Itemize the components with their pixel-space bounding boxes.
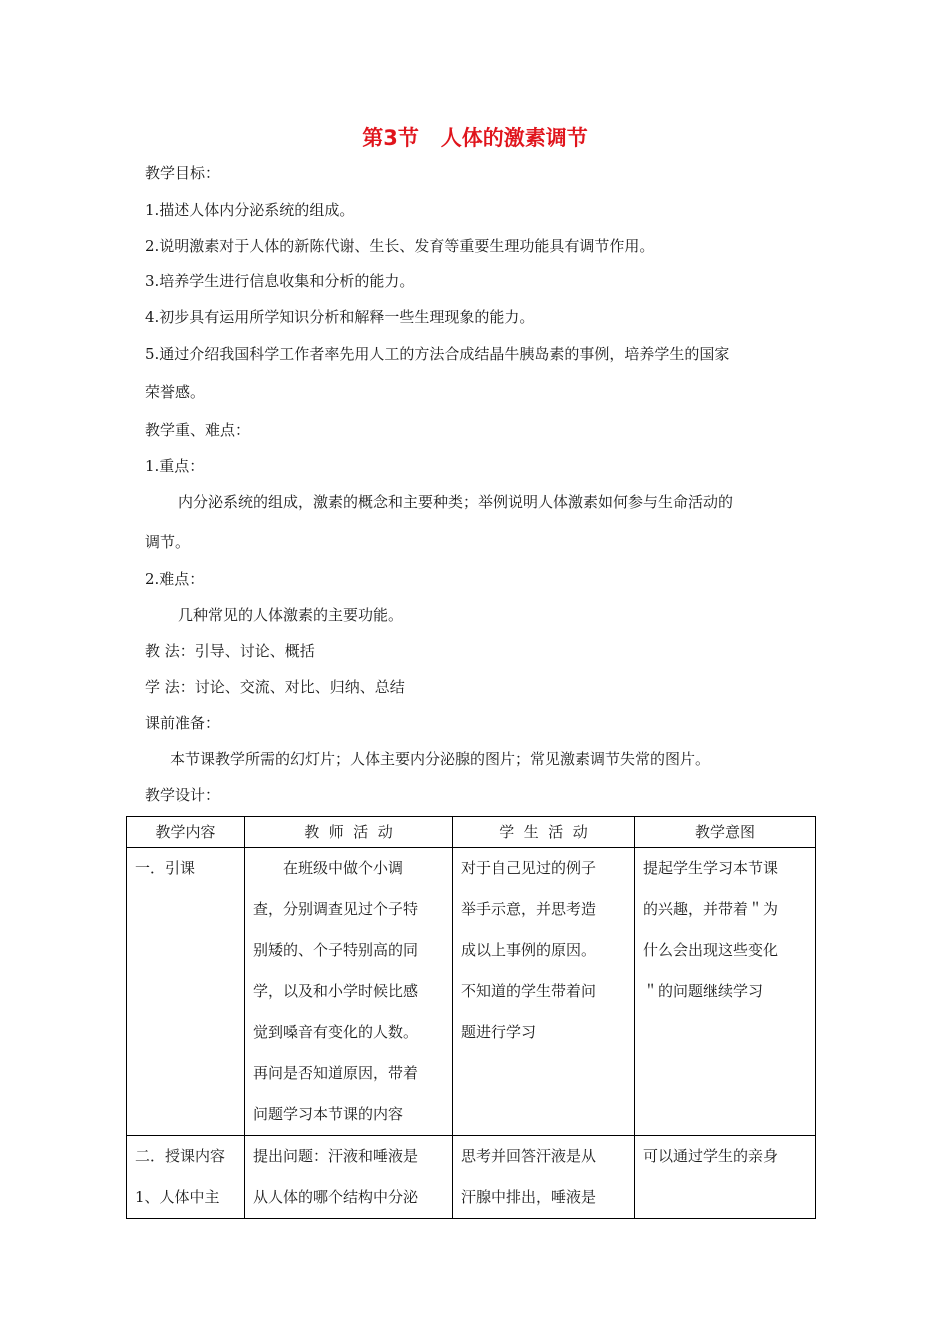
key-point-text-cont: 调节。 (145, 533, 191, 551)
cell-line: 一．引课 (135, 859, 196, 877)
table-header-row (127, 817, 816, 848)
difficulty-text: 几种常见的人体激素的主要功能。 (178, 606, 404, 624)
cell-line: 1、人体中主 (135, 1188, 220, 1206)
cell-line: 不知道的学生带着问 (461, 982, 597, 1000)
cell-line: 学，以及和小学时候比感 (253, 982, 419, 1000)
header-teacher-activity: 教 师 活 动 (245, 817, 453, 848)
key-points-heading: 教学重、难点： (145, 421, 251, 439)
row2-content (127, 1136, 245, 1219)
teaching-method: 教 法：引导、讨论、概括 (145, 642, 315, 660)
cell-line: 什么会出现这些变化 (643, 941, 779, 959)
header-intent: 教学意图 (635, 817, 816, 848)
row1-content (127, 848, 245, 1136)
objective-1: 1.描述人体内分泌系统的组成。 (145, 201, 355, 219)
cell-line: ＂的问题继续学习 (643, 982, 764, 1000)
row2-intent (635, 1136, 816, 1219)
table-row (127, 848, 816, 1136)
cell-line: 查，分别调查见过个子特 (253, 900, 419, 918)
cell-line: 问题学习本节课的内容 (253, 1105, 404, 1123)
cell-line: 的兴趣，并带着＂为 (643, 900, 779, 918)
cell-line: 思考并回答汗液是从 (461, 1147, 597, 1165)
row2-teacher (245, 1136, 453, 1219)
cell-line: 题进行学习 (461, 1023, 537, 1041)
objective-5-cont: 荣誉感。 (145, 383, 206, 401)
cell-line: 汗腺中排出，唾液是 (461, 1188, 597, 1206)
objective-4: 4.初步具有运用所学知识分析和解释一些生理现象的能力。 (145, 308, 535, 326)
row1-intent (635, 848, 816, 1136)
objectives-heading: 教学目标： (145, 164, 221, 182)
row1-student (453, 848, 635, 1136)
objective-2: 2.说明激素对于人体的新陈代谢、生长、发育等重要生理功能具有调节作用。 (145, 237, 655, 255)
cell-line: 可以通过学生的亲身 (643, 1147, 779, 1165)
cell-line: 二．授课内容 (135, 1147, 226, 1165)
cell-line: 举手示意，并思考造 (461, 900, 597, 918)
cell-line: 在班级中做个小调 (283, 859, 404, 877)
row1-teacher (245, 848, 453, 1136)
preparation-text: 本节课教学所需的幻灯片；人体主要内分泌腺的图片；常见激素调节失常的图片。 (170, 750, 711, 768)
header-student-activity: 学 生 活 动 (453, 817, 635, 848)
page-title: 第3节 人体的激素调节 (362, 126, 588, 150)
teaching-design-table (126, 816, 816, 1219)
learning-method: 学 法：讨论、交流、对比、归纳、总结 (145, 678, 405, 696)
objective-5: 5.通过介绍我国科学工作者率先用人工的方法合成结晶牛胰岛素的事例，培养学生的国家 (145, 345, 730, 363)
cell-line: 对于自己见过的例子 (461, 859, 597, 877)
cell-line: 再问是否知道原因，带着 (253, 1064, 419, 1082)
cell-line: 成以上事例的原因。 (461, 941, 597, 959)
cell-line: 提出问题：汗液和唾液是 (253, 1147, 419, 1165)
design-heading: 教学设计： (145, 786, 221, 804)
objective-3: 3.培养学生进行信息收集和分析的能力。 (145, 272, 415, 290)
key-point-label: 1.重点： (145, 457, 205, 475)
cell-line: 别矮的、个子特别高的同 (253, 941, 419, 959)
cell-line: 从人体的哪个结构中分泌 (253, 1188, 419, 1206)
header-content: 教学内容 (127, 817, 245, 848)
difficulty-label: 2.难点： (145, 570, 205, 588)
key-point-text: 内分泌系统的组成，激素的概念和主要种类；举例说明人体激素如何参与生命活动的 (178, 493, 734, 511)
cell-line: 觉到嗓音有变化的人数。 (253, 1023, 419, 1041)
row2-student (453, 1136, 635, 1219)
preparation-heading: 课前准备： (145, 714, 221, 732)
cell-line: 提起学生学习本节课 (643, 859, 779, 877)
table-row (127, 1136, 816, 1219)
